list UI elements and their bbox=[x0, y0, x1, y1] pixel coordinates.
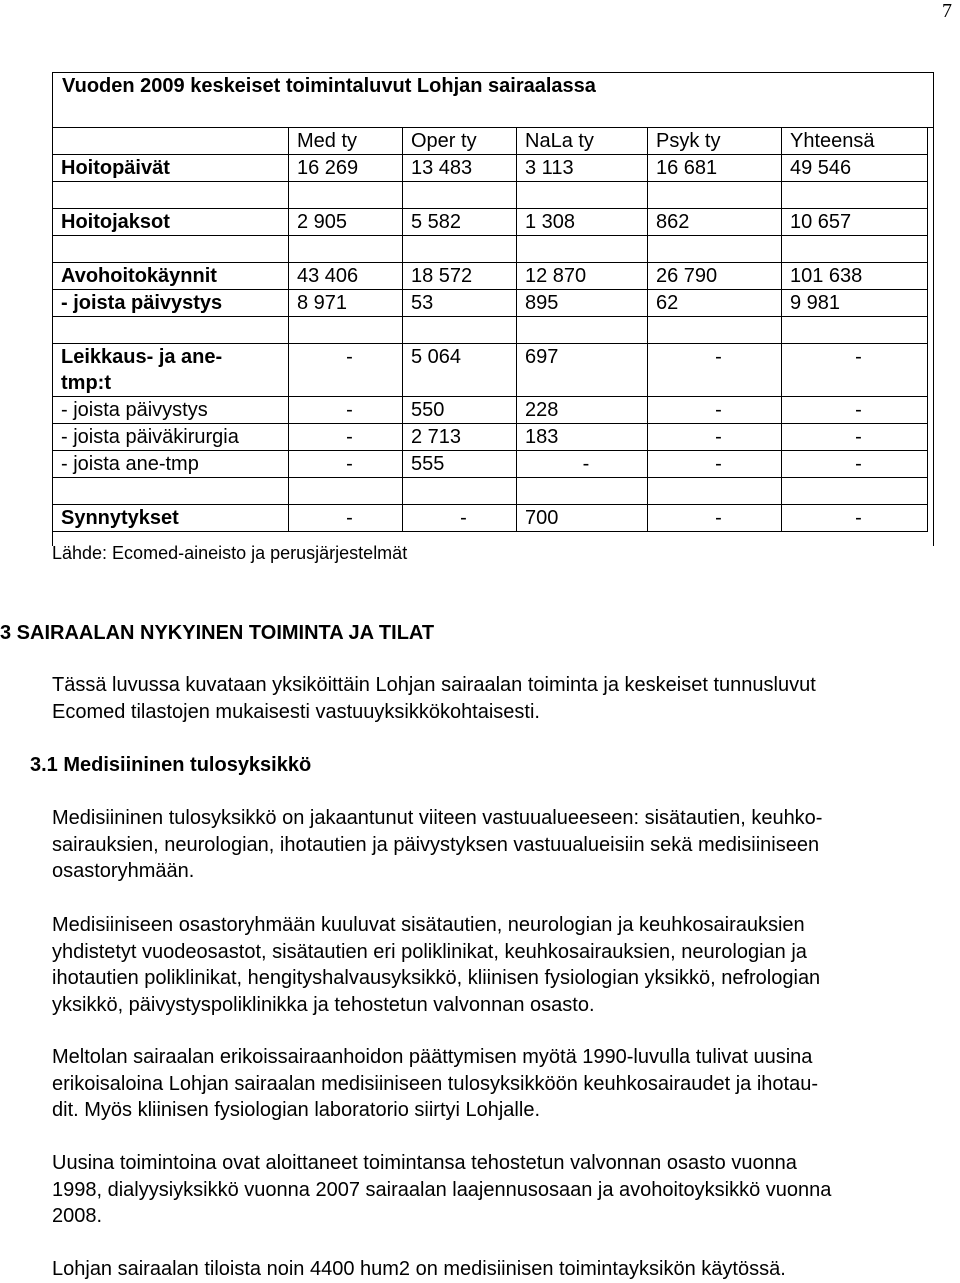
table-cell: - bbox=[289, 344, 403, 397]
table-cell: 18 572 bbox=[403, 263, 517, 290]
paragraph bbox=[52, 1150, 932, 1230]
paragraph bbox=[52, 1256, 932, 1283]
table-row bbox=[53, 505, 928, 532]
table-cell: 550 bbox=[403, 397, 517, 424]
table-cell: 101 638 bbox=[782, 263, 928, 290]
table-source: Lähde: Ecomed-aineisto ja perusjärjestelmät bbox=[52, 543, 408, 563]
row-label: Hoitojaksot bbox=[53, 209, 289, 236]
table-cell: 8 971 bbox=[289, 290, 403, 317]
table-cell: 62 bbox=[648, 290, 782, 317]
table-cell: - bbox=[517, 451, 648, 478]
table-cell: 12 870 bbox=[517, 263, 648, 290]
row-label bbox=[53, 344, 289, 397]
table-row bbox=[53, 397, 928, 424]
text-line: yhdistetyt vuodeosastot, sisätautien eri poliklinikat, keuhkosairauksien, neurologian ja bbox=[52, 940, 807, 963]
table-cell: 700 bbox=[517, 505, 648, 532]
header-cell: Yhteensä bbox=[782, 128, 928, 155]
header-cell-empty bbox=[53, 128, 289, 155]
table-row bbox=[53, 344, 928, 397]
text-line: Ecomed tilastojen mukaisesti vastuuyksikkökohtaisesti. bbox=[52, 700, 540, 723]
spacer-row bbox=[53, 478, 928, 505]
table-cell: 26 790 bbox=[648, 263, 782, 290]
table-cell: - bbox=[403, 505, 517, 532]
table-row bbox=[53, 451, 928, 478]
table-cell: 1 308 bbox=[517, 209, 648, 236]
row-label-line1: Leikkaus- ja ane- bbox=[61, 346, 223, 368]
table-cell: 3 113 bbox=[517, 155, 648, 182]
table-cell: 16 681 bbox=[648, 155, 782, 182]
table-row bbox=[53, 424, 928, 451]
section-intro bbox=[52, 672, 932, 725]
row-label: - joista päivystys bbox=[53, 397, 289, 424]
table-header-row bbox=[53, 128, 928, 155]
text-line: 1998, dialyysiyksikkö vuonna 2007 sairaalan laajennusosaan ja avohoitoyksikkö vuonna bbox=[52, 1178, 832, 1201]
table-cell: - bbox=[289, 397, 403, 424]
spacer-row bbox=[53, 236, 928, 263]
row-label: - joista päiväkirurgia bbox=[53, 424, 289, 451]
table-cell: - bbox=[648, 344, 782, 397]
table-cell: 49 546 bbox=[782, 155, 928, 182]
table-row bbox=[53, 209, 928, 236]
table-cell: - bbox=[782, 344, 928, 397]
table-cell: 16 269 bbox=[289, 155, 403, 182]
statistics-table bbox=[52, 127, 928, 532]
table-cell: 13 483 bbox=[403, 155, 517, 182]
text-line: yksikkö, päivystyspoliklinikka ja tehostetun valvonnan osasto. bbox=[52, 993, 595, 1016]
table-cell: 895 bbox=[517, 290, 648, 317]
text-line: Uusina toimintoina ovat aloittaneet toimintansa tehostetun valvonnan osasto vuonna bbox=[52, 1152, 797, 1174]
table-cell: - bbox=[782, 505, 928, 532]
table-cell: 862 bbox=[648, 209, 782, 236]
row-label: Hoitopäivät bbox=[53, 155, 289, 182]
table-cell: - bbox=[648, 505, 782, 532]
header-cell: Psyk ty bbox=[648, 128, 782, 155]
row-label: Synnytykset bbox=[53, 505, 289, 532]
table-cell: - bbox=[648, 397, 782, 424]
row-label-line2: tmp:t bbox=[61, 372, 111, 394]
table-cell: 183 bbox=[517, 424, 648, 451]
table-cell: 2 713 bbox=[403, 424, 517, 451]
spacer-row bbox=[53, 317, 928, 344]
table-cell: - bbox=[782, 397, 928, 424]
text-line: ihotautien poliklinikat, hengityshalvausyksikkö, kliinisen fysiologian yksikkö, nefrologian bbox=[52, 967, 821, 989]
table-cell: - bbox=[289, 451, 403, 478]
spacer-row bbox=[53, 182, 928, 209]
paragraph bbox=[52, 1044, 932, 1124]
paragraph bbox=[52, 912, 932, 1018]
header-cell: Oper ty bbox=[403, 128, 517, 155]
table-row bbox=[53, 263, 928, 290]
header-cell: Med ty bbox=[289, 128, 403, 155]
table-cell: 2 905 bbox=[289, 209, 403, 236]
table-title: Vuoden 2009 keskeiset toimintaluvut Lohjan sairaalassa bbox=[62, 75, 596, 97]
table-cell: - bbox=[782, 424, 928, 451]
table-cell: 697 bbox=[517, 344, 648, 397]
text-line: sairauksien, neurologian, ihotautien ja päivystyksen vastuualueisiin sekä medisiiniseen bbox=[52, 833, 820, 856]
table-cell: 9 981 bbox=[782, 290, 928, 317]
text-line: osastoryhmään. bbox=[52, 860, 195, 882]
table-cell: - bbox=[289, 424, 403, 451]
text-line: Meltolan sairaalan erikoissairaanhoidon päättymisen myötä 1990-luvulla tulivat uusina bbox=[52, 1046, 813, 1068]
table-cell: 555 bbox=[403, 451, 517, 478]
table-cell: - bbox=[289, 505, 403, 532]
table-cell: 53 bbox=[403, 290, 517, 317]
section-heading: 3 SAIRAALAN NYKYINEN TOIMINTA JA TILAT bbox=[0, 622, 435, 644]
table-cell: - bbox=[648, 451, 782, 478]
row-label: - joista ane-tmp bbox=[53, 451, 289, 478]
header-cell: NaLa ty bbox=[517, 128, 648, 155]
table-cell: 228 bbox=[517, 397, 648, 424]
text-line: Lohjan sairaalan tiloista noin 4400 hum2 on medisiinisen toimintayksikön käytössä. bbox=[52, 1258, 786, 1280]
row-label: - joista päivystys bbox=[53, 290, 289, 317]
table-cell: 43 406 bbox=[289, 263, 403, 290]
page-number: 7 bbox=[942, 0, 952, 22]
table-cell: - bbox=[648, 424, 782, 451]
text-line: Medisiininen tulosyksikkö on jakaantunut viiteen vastuualueeseen: sisätautien, keuhko- bbox=[52, 807, 823, 829]
text-line: 2008. bbox=[52, 1205, 103, 1227]
table-cell: 10 657 bbox=[782, 209, 928, 236]
text-line: Tässä luvussa kuvataan yksiköittäin Lohjan sairaalan toiminta ja keskeiset tunnusluvut bbox=[52, 674, 816, 696]
table-cell: 5 582 bbox=[403, 209, 517, 236]
row-label: Avohoitokäynnit bbox=[53, 263, 289, 290]
text-line: dit. Myös kliinisen fysiologian laboratorio siirtyi Lohjalle. bbox=[52, 1099, 540, 1121]
table-row bbox=[53, 290, 928, 317]
paragraph bbox=[52, 805, 932, 885]
table-cell: - bbox=[782, 451, 928, 478]
table-row bbox=[53, 155, 928, 182]
text-line: erikoisaloina Lohjan sairaalan medisiiniseen tulosyksikköön keuhkosairaudet ja ihotau- bbox=[52, 1072, 819, 1095]
text-line: Medisiiniseen osastoryhmään kuuluvat sisätautien, neurologian ja keuhkosairauksien bbox=[52, 914, 805, 936]
subsection-heading: 3.1 Medisiininen tulosyksikkö bbox=[30, 754, 312, 776]
table-cell: 5 064 bbox=[403, 344, 517, 397]
